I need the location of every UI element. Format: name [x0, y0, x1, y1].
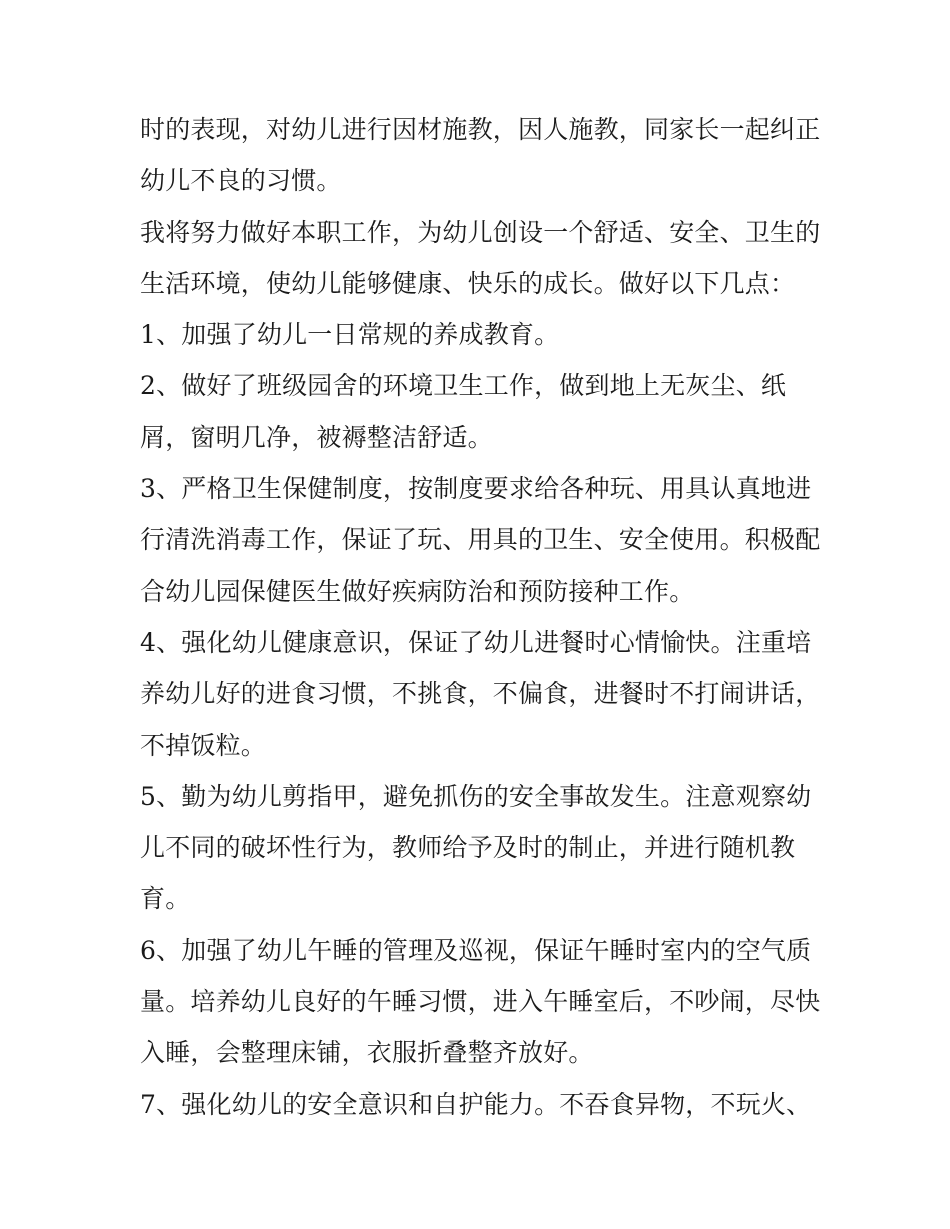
text-line: 3、严格卫生保健制度，按制度要求给各种玩、用具认真地进 — [140, 474, 812, 504]
text-line: 6、加强了幼儿午睡的管理及巡视，保证午睡时室内的空气质 — [140, 935, 812, 965]
text-line: 5、勤为幼儿剪指甲，避免抓伤的安全事故发生。注意观察幼 — [140, 781, 812, 811]
text-line: 2、做好了班级园舍的环境卫生工作，做到地上无灰尘、纸 — [140, 371, 787, 401]
text-line: 4、强化幼儿健康意识，保证了幼儿进餐时心情愉快。注重培 — [140, 627, 812, 657]
text-line: 育。 — [140, 884, 191, 914]
text-line: 我将努力做好本职工作，为幼儿创设一个舒适、安全、卫生的 — [140, 217, 821, 247]
document-body — [140, 104, 820, 1130]
text-line: 不掉饭粒。 — [140, 730, 267, 760]
text-line: 行清洗消毒工作，保证了玩、用具的卫生、安全使用。积极配 — [140, 525, 821, 555]
text-line: 养幼儿好的进食习惯，不挑食，不偏食，进餐时不打闹讲话， — [140, 679, 821, 709]
text-line: 生活环境，使幼儿能够健康、快乐的成长。做好以下几点： — [140, 268, 796, 298]
text-line: 7、强化幼儿的安全意识和自护能力。不吞食异物，不玩火、 — [140, 1089, 812, 1119]
text-line: 1、加强了幼儿一日常规的养成教育。 — [140, 320, 560, 350]
text-line: 时的表现，对幼儿进行因材施教，因人施教，同家长一起纠正 — [140, 115, 821, 144]
text-line: 入睡，会整理床铺，衣服折叠整齐放好。 — [140, 1038, 594, 1068]
text-line: 合幼儿园保健医生做好疾病防治和预防接种工作。 — [140, 576, 695, 606]
text-line: 儿不同的破坏性行为，教师给予及时的制止，并进行随机教 — [140, 833, 796, 863]
text-line: 量。培养幼儿良好的午睡习惯，进入午睡室后，不吵闹，尽快 — [140, 987, 821, 1017]
text-line: 幼儿不良的习惯。 — [140, 166, 342, 196]
text-line: 屑，窗明几净，被褥整洁舒适。 — [140, 422, 493, 452]
